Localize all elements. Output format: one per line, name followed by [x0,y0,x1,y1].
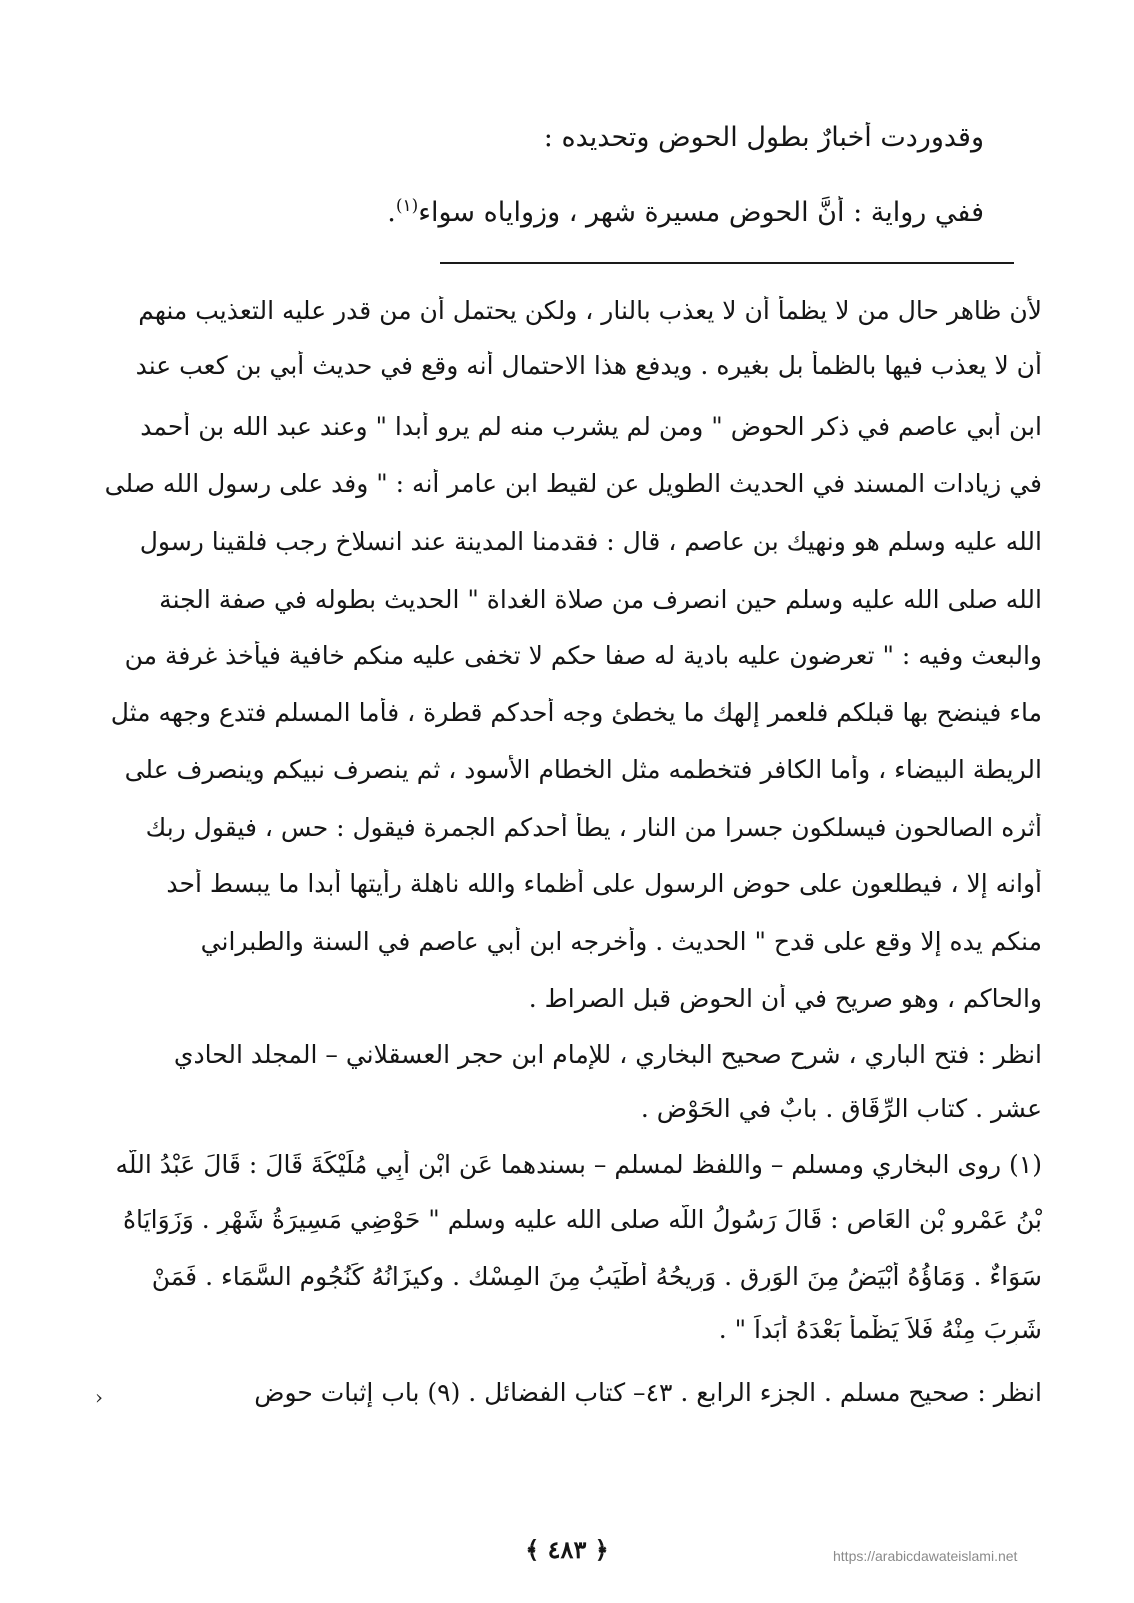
body-line: أن لا يعذب فيها بالظمأ بل بغيره . ويدفع هذا الاحتمال أنه وقع في حديث أبي بن كعب عند [135,351,1042,380]
reference-line: عشر . كتاب الرِّقَاق . بابٌ في الحَوْض . [640,1094,1042,1123]
body-line: ماء فينضح بها قبلكم فلعمر إلهك ما يخطئ وجه أحدكم قطرة ، فأما المسلم فتدع وجهه مثل [110,698,1042,727]
body-line: لأن ظاهر حال من لا يظمأ أن لا يعذب بالنار ، ولكن يحتمل أن من قدر عليه التعذيب منهم [138,296,1042,325]
heading-divider [440,262,1014,264]
footnote-ref: (١) [395,196,419,216]
body-line: أوانه إلا ، فيطلعون على حوض الرسول على أظماء والله ناهلة رأيتها أبدا ما يبسط أحد [166,869,1042,898]
body-line: في زيادات المسند في الحديث الطويل عن لقيط ابن عامر أنه : " وفد على رسول الله صلى [104,469,1042,498]
body-line: منكم يده إلا وقع على قدح " الحديث . وأخرجه ابن أبي عاصم في السنة والطبراني [200,927,1042,956]
narration-end: . [387,197,396,228]
body-line: الله عليه وسلم هو ونهيك بن عاصم ، قال : فقدمنا المدينة عند انسلاخ رجب فلقينا رسول [139,527,1042,556]
body-line: الريطة البيضاء ، وأما الكافر فتخطمه مثل الخطام الأسود ، ثم ينصرف نبيكم وينصرف على [124,755,1042,784]
body-line: والحاكم ، وهو صريح في أن الحوض قبل الصراط . [528,984,1042,1013]
body-line: والبعث وفيه : " تعرضون عليه بادية له صفا حكم لا تخفى عليه منكم خافية فيأخذ غرفة من [124,641,1042,670]
body-line: أثره الصالحون فيسلكون جسرا من النار ، يطأ أحدكم الجمرة فيقول : حس ، فيقول ربك [145,813,1042,842]
reference-line: انظر : فتح الباري ، شرح صحيح البخاري ، للإمام ابن حجر العسقلاني – المجلد الحادي [173,1040,1042,1069]
heading-intro: وقدوردت أخبارٌ بطول الحوض وتحديده : [543,122,984,153]
footnote-line: بْنُ عَمْرو بْن العَاص : قَالَ رَسُولُ اللّه صلى الله عليه وسلم " حَوْضِي مَسِيرَةُ شَهْرٍ . وَزَوَايَاهُ [122,1205,1042,1234]
footnote-line: (١) روى البخاري ومسلم – واللفظ لمسلم – بسندهما عَن ابْن أبِي مُلَيْكَةَ قَالَ : قَالَ عَبْدُ اللّه [115,1150,1042,1179]
footnote-line: شَرِبَ مِنْهُ فَلاَ يَظْمأ بَعْدَهُ أَبَداً " . [718,1315,1042,1344]
continuation-mark: › [95,1385,103,1409]
body-line: الله صلى الله عليه وسلم حين انصرف من صلاة الغداة " الحديث بطوله في صفة الجنة [159,585,1042,614]
footnote-line: سَوَاءٌ . وَمَاؤُهُ أَبْيَضُ مِنَ الوَرِق . وَرِيحُهُ أَطْيَبُ مِنَ المِسْك . وكيزَانُهُ كَنُجُوم السَّمَاء . فَمَنْ [151,1262,1042,1291]
body-line: ابن أبي عاصم في ذكر الحوض " ومن لم يشرب منه لم يرو أبدا " وعند عبد الله بن أحمد [140,412,1042,441]
narration-text: ففي رواية : أنَّ الحوض مسيرة شهر ، وزواياه سواء [418,197,984,228]
source-line: انظر : صحيح مسلم . الجزء الرابع . ٤٣– كتاب الفضائل . (٩) باب إثبات حوض [254,1378,1042,1407]
watermark-url: https://arabicdawateislami.net [833,1548,1018,1564]
heading-narration [387,196,984,229]
page-number: ﴿ ٤٨٣ ﴾ [525,1535,609,1564]
